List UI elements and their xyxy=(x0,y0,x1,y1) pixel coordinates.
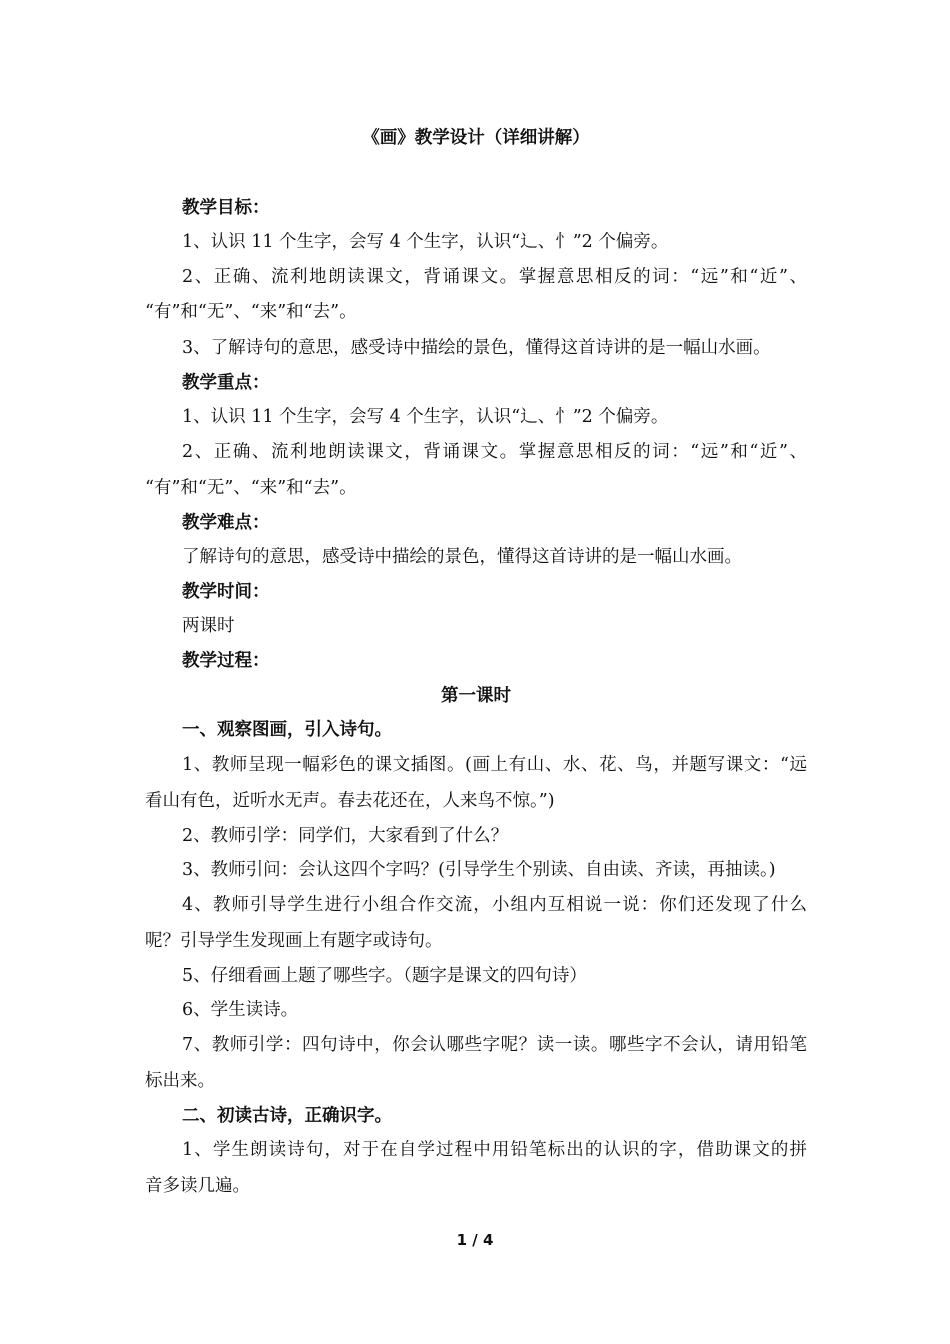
step-item: 1、教师呈现一幅彩色的课文插图。(画上有山、水、花、鸟，并题写课文：“远 xyxy=(182,755,807,775)
step-item-continued: 看山有色，近听水无声。春去花还在，人来鸟不惊。”) xyxy=(145,791,555,811)
lesson-title: 第一课时 xyxy=(441,686,511,706)
document-title: 《画》教学设计（详细讲解） xyxy=(362,128,590,148)
time-heading: 教学时间： xyxy=(182,582,270,602)
step-item: 5、仔细看画上题了哪些字。（题字是课文的四句诗） xyxy=(182,966,587,986)
step-item-continued: 音多读几遍。 xyxy=(145,1176,250,1196)
objective-item: 1、认识 11 个生字，会写 4 个生字，认识“辶、忄”2 个偏旁。 xyxy=(182,232,669,252)
key-point-item-continued: “有”和“无”、“来”和“去”。 xyxy=(145,478,357,498)
step-item: 6、学生读诗。 xyxy=(182,1000,299,1020)
time-text: 两课时 xyxy=(182,616,235,636)
objective-item: 3、了解诗句的意思，感受诗中描绘的景色，懂得这首诗讲的是一幅山水画。 xyxy=(182,338,771,358)
step-item: 7、教师引学：四句诗中，你会认哪些字呢？读一读。哪些字不会认，请用铅笔 xyxy=(182,1035,807,1055)
objective-item: 2、正确、流利地朗读课文，背诵课文。掌握意思相反的词：“远”和“近”、 xyxy=(182,267,807,287)
key-point-item: 1、认识 11 个生字，会写 4 个生字，认识“辶、忄”2 个偏旁。 xyxy=(182,407,669,427)
objectives-heading: 教学目标： xyxy=(182,198,270,218)
process-heading: 教学过程： xyxy=(182,651,270,671)
section-heading: 二、初读古诗，正确识字。 xyxy=(182,1106,392,1126)
step-item-continued: 标出来。 xyxy=(145,1071,215,1091)
key-points-heading: 教学重点： xyxy=(182,373,270,393)
step-item: 1、学生朗读诗句，对于在自学过程中用铅笔标出的认识的字，借助课文的拼 xyxy=(182,1140,807,1160)
difficulty-text: 了解诗句的意思，感受诗中描绘的景色，懂得这首诗讲的是一幅山水画。 xyxy=(182,547,742,567)
step-item: 2、教师引学：同学们，大家看到了什么？ xyxy=(182,826,509,846)
page-number: 1 / 4 xyxy=(456,1231,494,1249)
step-item-continued: 呢？引导学生发现画上有题字或诗句。 xyxy=(145,931,443,951)
objective-item-continued: “有”和“无”、“来”和“去”。 xyxy=(145,302,357,322)
difficulty-heading: 教学难点： xyxy=(182,513,270,533)
step-item: 4、教师引导学生进行小组合作交流，小组内互相说一说：你们还发现了什么 xyxy=(182,895,807,915)
step-item: 3、教师引问：会认这四个字吗？(引导学生个别读、自由读、齐读，再抽读。) xyxy=(182,860,776,880)
key-point-item: 2、正确、流利地朗读课文，背诵课文。掌握意思相反的词：“远”和“近”、 xyxy=(182,442,807,462)
section-heading: 一、观察图画，引入诗句。 xyxy=(182,720,392,740)
